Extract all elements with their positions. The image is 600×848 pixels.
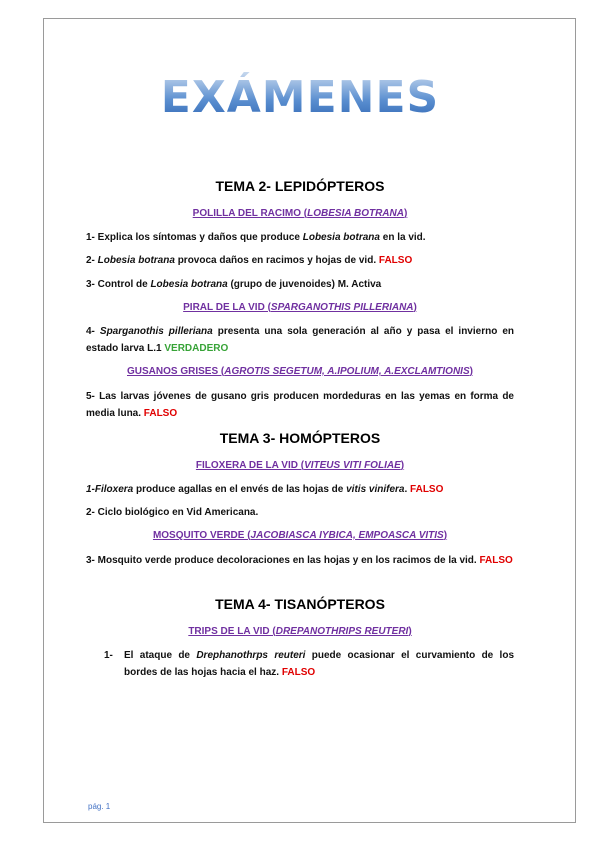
question-3-2: 2- Ciclo biológico en Vid Americana. (86, 507, 259, 518)
question-2-3: 3- Control de Lobesia botrana (grupo de juvenoides) M. Activa (86, 279, 382, 290)
question-3-1: 1-Filoxera produce agallas en el envés de las hojas de vitis vinifera. FALSO (86, 484, 444, 495)
subheading-polilla: POLILLA DEL RACIMO (LOBESIA BOTRANA) (192, 208, 408, 219)
heading-tema-2: TEMA 2- LEPIDÓPTEROS (215, 178, 385, 194)
question-2-4: 4- Sparganothis pilleriana presenta una sola generación al año y pasa el invierno en estado larva L.1 VERDADERO (86, 326, 514, 354)
answer-true: VERDADERO (164, 343, 229, 354)
answer-false: FALSO (410, 484, 444, 495)
answer-false: FALSO (479, 555, 513, 566)
page-title: EXÁMENES (0, 72, 600, 123)
subheading-filoxera: FILOXERA DE LA VID (VITEUS VITI FOLIAE) (195, 460, 405, 471)
heading-tema-4: TEMA 4- TISANÓPTEROS (215, 596, 385, 612)
question-3-3: 3- Mosquito verde produce decoloraciones en las hojas y en los racimos de la vid. FALSO (86, 555, 513, 566)
subheading-piral: PIRAL DE LA VID (SPARGANOTHIS PILLERIANA) (183, 302, 417, 313)
question-2-1: 1- Explica los síntomas y daños que produce Lobesia botrana en la vid. (86, 232, 426, 243)
heading-tema-3: TEMA 3- HOMÓPTEROS (219, 430, 381, 446)
subheading-gusanos: GUSANOS GRISES (AGROTIS SEGETUM, A.IPOLIUM, A.EXCLAMTIONIS) (127, 366, 473, 377)
question-2-5: 5- Las larvas jóvenes de gusano gris producen mordeduras en las yemas en forma de media luna. FALSO (86, 391, 514, 419)
subheading-trips: TRIPS DE LA VID (DREPANOTHRIPS REUTERI) (188, 626, 412, 637)
subheading-mosquito: MOSQUITO VERDE (JACOBIASCA IYBICA, EMPOASCA VITIS) (152, 530, 448, 541)
list-number: 1- (104, 650, 113, 661)
question-4-1: 1- El ataque de Drephanothrps reuteri puede ocasionar el curvamiento de los bordes de las hojas hacia el haz. FALSO (108, 647, 514, 681)
question-2-2: 2- Lobesia botrana provoca daños en racimos y hojas de vid. FALSO (86, 255, 413, 266)
answer-false: FALSO (378, 255, 413, 266)
answer-false: FALSO (281, 667, 316, 678)
answer-false: FALSO (143, 408, 178, 419)
page-number: pág. 1 (88, 802, 111, 811)
